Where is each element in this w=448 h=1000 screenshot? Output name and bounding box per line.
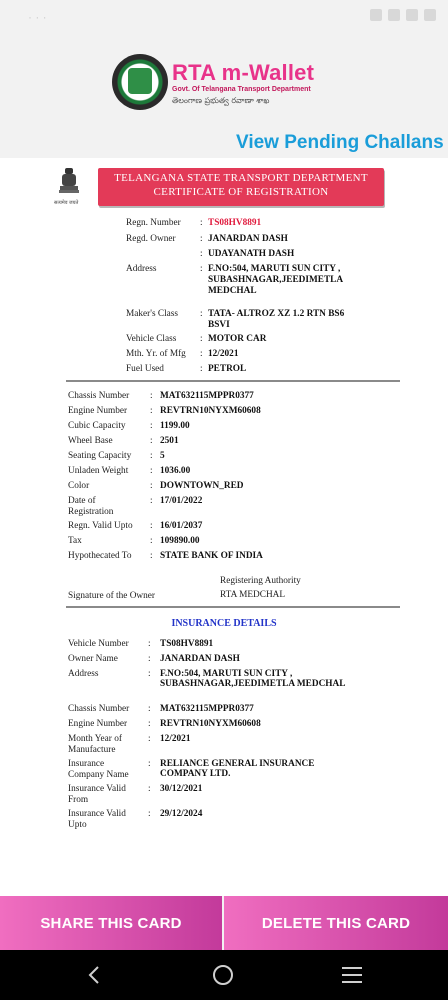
ins-company-name: Insurance Company Name : RELIANCE GENERAL INSURANCE COMPANY LTD.	[68, 759, 315, 780]
back-icon[interactable]	[84, 964, 106, 986]
app-title: RTA m-Wallet	[172, 60, 315, 85]
registration-certificate-card: सत्यमेव जयते TELANGANA STATE TRANSPORT DEPARTMENT CERTIFICATE OF REGISTRATION Regn. Number : TS08HV8891 Regd. Owner : JANARDAN DASH : UDAYANATH DASH Address : F.NO:504, MARUTI SUN CITY , SUBASHNAGAR,JEEDIMETLA MEDCHAL Maker's Class : TATA- ALTROZ XZ 1.2 RTN BS6 BSVI Vehicle Class : MOTOR CAR Mth. Yr. of Mfg : 12/2021 Fuel Used : PETROL Chassis Number : MAT632115MPPR0377 Engine Number : REVTRN10NYXM60608 Cubic Capacity : 1199.00 Wheel Base : 2501 Seating Capacity : 5 Unladen Weight : 1036.00 Color : DOWNTOWN_RED Date of Registration : 17/01/2022 Regn. Valid Upto : 16/01/2037 Tax : 109890.00 Hypothecated To : STATE BANK OF INDIA Registering Authority Signature of the Owner RTA MEDCHAL INSURANCE DETAILS Vehicle Number : TS08HV8891 Owner Name : JANARDAN DASH Address : F.NO:504, MARUTI SUN CITY , SUBASHNAGAR,JEEDIMETLA MEDCHAL Chassis Number : MAT632115MPPR0377 Engine Number : REVTRN10NYXM60608 Month Year of Manufacture : 12/2021 Insurance Company Name : RELIANCE GENERAL INSURANCE COMPANY LTD. Insurance Valid From : 30/12/2021 Insurance Valid Upto : 29/12/2024	[0, 158, 448, 896]
app-subtitle: Govt. Of Telangana Transport Department	[172, 86, 311, 93]
emblem-icon	[56, 166, 82, 198]
app-header	[0, 36, 448, 158]
status-icons	[370, 9, 436, 21]
ins-valid-from: Insurance Valid From : 30/12/2021	[68, 784, 203, 805]
certificate-banner	[98, 168, 384, 206]
ins-address: Address : F.NO:504, MARUTI SUN CITY , SUBASHNAGAR,JEEDIMETLA MEDCHAL	[68, 669, 346, 689]
ins-month-year-of-manufacture: Month Year of Manufacture : 12/2021	[68, 734, 191, 755]
section-divider	[66, 606, 400, 608]
field-date-of-registration: Date of Registration : 17/01/2022	[68, 496, 203, 517]
system-nav-bar	[0, 950, 448, 1000]
section-divider	[66, 380, 400, 382]
ins-valid-upto: Insurance Valid Upto : 29/12/2024	[68, 809, 203, 830]
status-bar	[0, 0, 448, 36]
home-icon[interactable]	[213, 965, 233, 985]
telangana-logo-icon	[112, 54, 168, 110]
recents-icon[interactable]	[342, 967, 362, 983]
banner-certificate-title: CERTIFICATE OF REGISTRATION	[153, 186, 329, 198]
status-time: · · ·	[28, 10, 47, 24]
view-pending-challans-link[interactable]: View Pending Challans	[236, 132, 444, 153]
share-card-button[interactable]: SHARE THIS CARD	[0, 896, 222, 950]
emblem-caption: सत्यमेव जयते	[54, 200, 79, 206]
app-subtitle-telugu: తెలంగాణ ప్రభుత్వ రవాణా శాఖ	[172, 96, 270, 105]
insurance-details-title: INSURANCE DETAILS	[171, 618, 277, 629]
delete-card-button[interactable]: DELETE THIS CARD	[224, 896, 448, 950]
field-address: Address : F.NO:504, MARUTI SUN CITY , SUBASHNAGAR,JEEDIMETLA MEDCHAL	[126, 264, 343, 296]
banner-department: TELANGANA STATE TRANSPORT DEPARTMENT	[114, 172, 368, 184]
